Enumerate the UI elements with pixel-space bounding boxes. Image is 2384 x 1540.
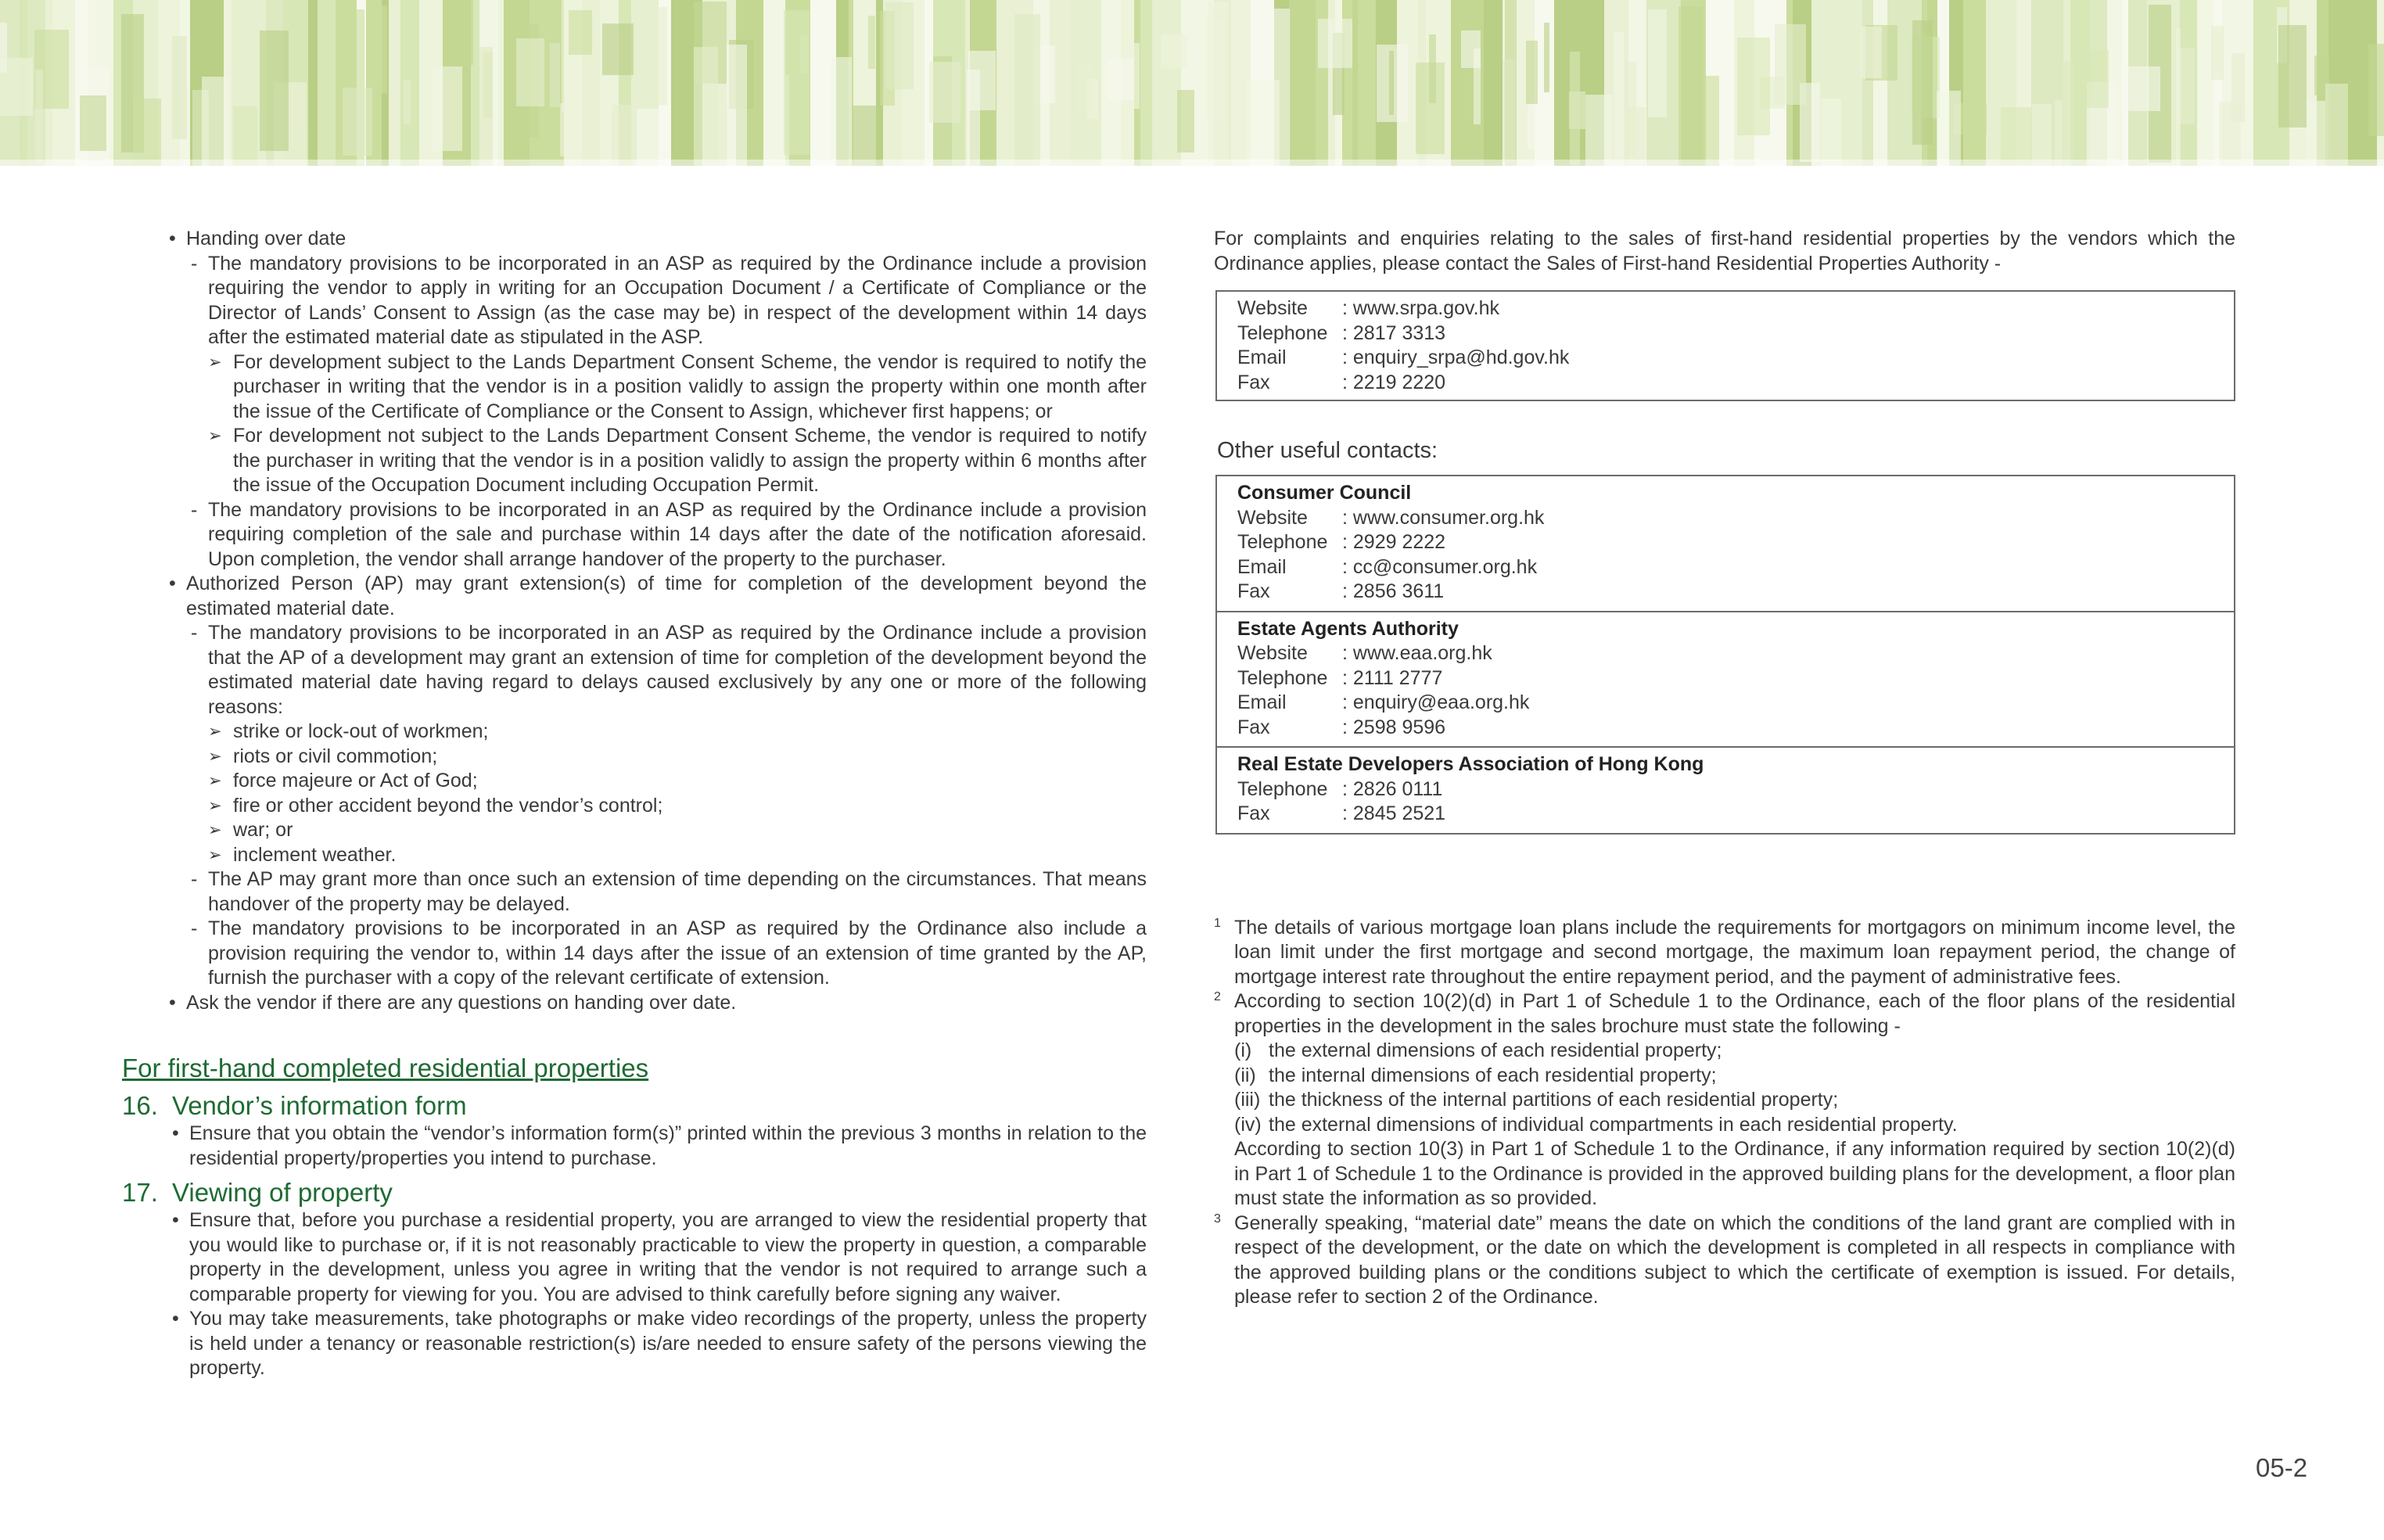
contact-row: Fax : 2845 2521 [1237,802,1446,824]
section-heading: For first-hand completed residential properties [122,1054,649,1082]
arrow-bullet-icon: ➢ [208,747,222,766]
bullet-item: • Ensure that you obtain the “vendor’s information form(s)” printed within the previous 3 months in relation to the residential property/properties you intend to purchase. [122,1122,1147,1171]
arrow-item: ➢ For development not subject to the Lands Department Consent Scheme, the vendor is required to notify the purchaser in writing that the vendor is in a position validly to assign the property within 6 months after the issue of the Occupation Document including Occupation Permit. [122,424,1147,498]
contact-row: Fax : 2219 2220 [1237,371,1446,393]
contact-row: Telephone : 2929 2222 [1237,531,1446,553]
arrow-item: ➢ For development subject to the Lands Department Consent Scheme, the vendor is required to notify the purchaser in writing that the vendor is in a position validly to assign the property within one month after the issue of the Certificate of Compliance or the Consent to Assign, whichever first happens; or [122,350,1147,425]
footnote-2-item: (iv) the external dimensions of individual compartments in each residential property. [1234,1113,1958,1136]
reason-item: ➢ war; or [122,818,1147,843]
srpa-contact-box [1215,290,2235,401]
bullet-ap-extension: • Authorized Person (AP) may grant extension(s) of time for completion of the development beyond the estimated material date. [122,572,1147,621]
bullet-icon: • [169,573,176,594]
arrow-bullet-icon: ➢ [208,353,222,372]
contact-row: Telephone : 2826 0111 [1237,777,1443,800]
decorative-header-banner [0,0,2384,166]
heading-16: 16. Vendor’s information form [122,1091,467,1120]
contact-row: Fax : 2856 3611 [1237,580,1445,602]
bullet-item: • You may take measurements, take photographs or make video recordings of the property, unless the property is held under a tenancy or reasonable restriction(s) is/are needed to ensure safety of the persons viewing the property. [122,1307,1147,1381]
bullet-ask-vendor: • Ask the vendor if there are any questions on handing over date. [122,991,1147,1016]
org-name: Consumer Council [1237,482,1412,504]
footnote-2-item: (ii) the internal dimensions of each residential property; [1234,1064,1717,1086]
reasons-list [122,720,1147,867]
dash-item: - The mandatory provisions to be incorporated in an ASP as required by the Ordinance also include a provision requiring the vendor to, within 14 days after the issue of an extension of time granted by the AP, furnish the purchaser with a copy of the relevant certificate of extension. [191,917,1147,989]
contact-row: Email : cc@consumer.org.hk [1237,555,1538,578]
consumer-council-block [1217,476,2234,612]
dash-item: - The mandatory provisions to be incorporated in an ASP as required by the Ordinance include a provision that the AP of a development may grant an extension of time for completion of the development beyond the estimated material date having regard to delays caused exclusively by any one or more of the following reasons: [191,622,1147,718]
arrow-bullet-icon: ➢ [208,427,222,445]
footnote-1: 1 The details of various mortgage loan plans include the requirements for mortgagors on minimum income level, the loan limit under the first mortgage and second mortgage, the maximum loan repayment period, the change of mortgage interest rate throughout the entire repayment period, and the payment of administrative fees. [1214,916,2235,988]
footnote-2: 2 According to section 10(2)(d) in Part 1 of Schedule 1 to the Ordinance, each of the floor plans of the residential properties in the development in the sales brochure must state the following - [1214,990,2235,1037]
contact-row: Email : enquiry@eaa.org.hk [1237,691,1530,713]
redaa-block [1217,748,2234,833]
contact-row: Website : www.consumer.org.hk [1237,506,1545,529]
footnote-3: 3 Generally speaking, “material date” means the date on which the conditions of the land grant are complied with in respect of the development, or the date on which the development is completed in all respects in compliance with the approved building plans or the conditions subject to which the certificate of exemption is issued. For details, please refer to section 2 of the Ordinance. [1214,1212,2235,1308]
arrow-bullet-icon: ➢ [208,723,222,741]
reason-item: ➢ riots or civil commotion; [122,745,1147,770]
dash-item: - The mandatory provisions to be incorporated in an ASP as required by the Ordinance include a provision requiring completion of the sale and purchase within 14 days after the date of the notification aforesaid. Upon completion, the vendor shall arrange handover of the property to the purchaser. [191,498,1147,570]
other-contacts-box [1215,475,2235,835]
page-number: 05-2 [2256,1453,2308,1482]
contact-intro: For complaints and enquiries relating to the sales of first-hand residential properties by the vendors which the Ordinance applies, please contact the Sales of First-hand Residential Properties Authority - [1214,228,2235,275]
footnote-2-item: (iii) the thickness of the internal partitions of each residential property; [1234,1089,1839,1111]
bullet-icon: • [169,228,176,249]
reason-item: ➢ fire or other accident beyond the vendor’s control; [122,794,1147,819]
reason-item: ➢ force majeure or Act of God; [122,769,1147,794]
contact-row: Email : enquiry_srpa@hd.gov.hk [1237,346,1570,368]
bullet-icon: • [172,1209,179,1231]
contact-row: Fax : 2598 9596 [1237,716,1446,738]
org-name: Real Estate Developers Association of Hong Kong [1237,753,1704,775]
contact-row: Telephone : 2817 3313 [1237,321,1446,344]
right-column [1214,227,2235,1310]
footnote-2-continued: According to section 10(3) in Part 1 of Schedule 1 to the Ordinance, if any information required by section 10(2)(d) in Part 1 of Schedule 1 to the Ordinance is provided in the approved building plans for the development, a floor plan must state the information as so provided. [1234,1138,2235,1209]
left-column [122,227,1147,1381]
footnote-2-item: (i) the external dimensions of each residential property; [1234,1039,1722,1061]
dash-item: - The mandatory provisions to be incorporated in an ASP as required by the Ordinance include a provision requiring the vendor to apply in writing for an Occupation Document / a Certificate of Compliance or the Director of Lands’ Consent to Assign (as the case may be) in respect of the development within 14 days after the estimated material date as stipulated in the ASP. [191,252,1147,348]
bullet-icon: • [169,991,176,1014]
bullet-item: • Ensure that, before you purchase a residential property, you are arranged to view the residential property that you would like to purchase or, if it is not reasonably practicable to view the property in question, a comparable property in the development, unless you agree in writing that the vendor is not required to arrange such a comparable property for viewing for you. You are advised to think carefully before signing any waiver. [122,1208,1147,1307]
bullet-icon: • [172,1308,179,1330]
reason-item: ➢ inclement weather. [122,843,1147,868]
dash-item: - The AP may grant more than once such an extension of time depending on the circumstances. That means handover of the property may be delayed. [191,868,1147,915]
arrow-bullet-icon: ➢ [208,796,222,815]
striped-banner-graphic [0,0,2384,166]
heading-17: 17. Viewing of property [122,1178,393,1207]
arrow-bullet-icon: ➢ [208,821,222,839]
contact-row: Website : www.srpa.gov.hk [1237,297,1500,319]
arrow-bullet-icon: ➢ [208,845,222,864]
estate-agents-authority-block [1217,612,2234,748]
reason-item: ➢ strike or lock-out of workmen; [122,720,1147,745]
bullet-icon: • [172,1122,179,1144]
other-contacts-title: Other useful contacts: [1217,438,1438,463]
arrow-bullet-icon: ➢ [208,772,222,790]
footnotes [1214,916,2235,1310]
bullet-handing-over-date: • Handing over date [122,227,1147,252]
org-name: Estate Agents Authority [1237,617,1459,640]
contact-row: Telephone : 2111 2777 [1237,666,1443,689]
contact-row: Website : www.eaa.org.hk [1237,642,1492,664]
